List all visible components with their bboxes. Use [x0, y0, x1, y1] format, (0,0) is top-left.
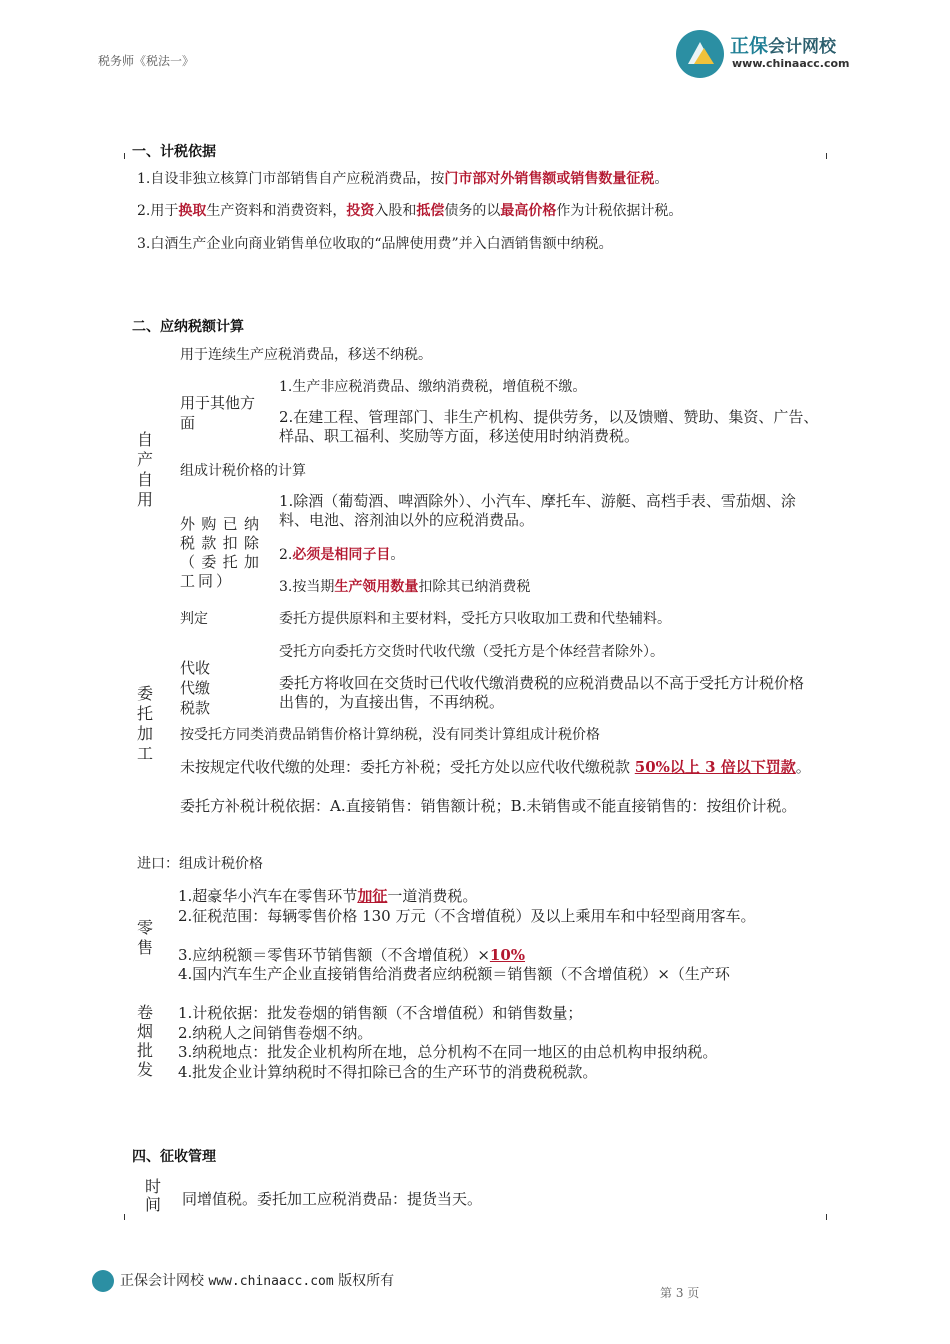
section-1-title: 一、计税依据	[132, 144, 216, 160]
self-use-continuous: 用于连续生产应税消费品，移送不纳税。	[180, 347, 432, 363]
retail-item-1: 1.超豪华小汽车在零售环节加征一道消费税。	[178, 887, 478, 905]
brand-name: 正保会计网校	[730, 35, 837, 57]
s1-line-1: 1.自设非独立核算门市部销售自产应税消费品，按门市部对外销售额或销售数量征税。	[137, 171, 669, 187]
footer-rights: 版权所有	[338, 1273, 395, 1289]
wholesale-item-1: 1.计税依据：批发卷烟的销售额（不含增值税）和销售数量；	[178, 1004, 583, 1022]
collect-label: 代收代缴税款	[180, 659, 211, 717]
commission-label: 委托加工	[136, 684, 153, 763]
footer-logo-icon	[92, 1270, 114, 1292]
header-left-text: 税务师《税法一》	[98, 54, 195, 68]
deduction-item-1: 1.除酒（葡萄酒、啤酒除外）、小汽车、摩托车、游艇、高档手表、雪茄烟、涂料、电池、溶剂油以外的应税消费品。	[279, 492, 796, 529]
corner-mark	[826, 1214, 827, 1220]
footer-brand: 正保会计网校	[120, 1273, 204, 1289]
deduction-item-2: 2.必须是相同子目。	[279, 547, 405, 563]
deduction-label: 外购已纳税款扣除（委托加工同）	[180, 515, 262, 590]
wholesale-item-4: 4.批发企业计算纳税时不得扣除已含的生产环节的消费税税款。	[178, 1063, 598, 1081]
judge-label: 判定	[180, 611, 208, 627]
footer-url: www.chinaacc.com	[208, 1274, 334, 1289]
other-use-item-1: 1.生产非应税消费品、缴纳消费税，增值税不缴。	[279, 379, 587, 395]
page-number: 第 3 页	[660, 1286, 700, 1300]
time-label: 时间	[144, 1177, 161, 1214]
brand-logo-icon	[676, 30, 724, 78]
retail-item-2: 2.征税范围：每辆零售价格 130 万元（不含增值税）及以上乘用车和中轻型商用客车。	[178, 907, 756, 925]
retail-item-3: 3.应纳税额＝零售环节销售额（不含增值税）×10%	[178, 946, 526, 964]
corner-mark	[124, 1214, 125, 1220]
import-line: 进口：组成计税价格	[137, 856, 263, 872]
section-2-title: 二、应纳税额计算	[132, 319, 244, 335]
other-use-label: 用于其他方面	[180, 394, 256, 432]
time-text: 同增值税。委托加工应税消费品：提货当天。	[182, 1190, 483, 1208]
self-use-label: 自产自用	[136, 430, 153, 509]
corner-mark	[124, 153, 125, 159]
brand-logo	[676, 28, 876, 78]
commission-penalty: 未按规定代收代缴的处理：委托方补税；受托方处以应代收代缴税款 50%以上 3 倍以下罚款。	[180, 758, 811, 776]
s1-line-3: 3.白酒生产企业向商业销售单位收取的“品牌使用费”并入白酒销售额中纳税。	[137, 236, 613, 252]
section-4-title: 四、征收管理	[132, 1149, 216, 1165]
deduction-item-3: 3.按当期生产领用数量扣除其已纳消费税	[279, 579, 531, 595]
wholesale-item-3: 3.纳税地点：批发企业机构所在地，总分机构不在同一地区的由总机构申报纳税。	[178, 1043, 718, 1061]
judge-item-2: 受托方向委托方交货时代收代缴（受托方是个体经营者除外）。	[279, 644, 664, 660]
composite-price-label: 组成计税价格的计算	[180, 463, 306, 479]
s1-line-2: 2.用于换取生产资料和消费资料，投资入股和抵偿债务的以最高价格作为计税依据计税。	[137, 203, 683, 219]
judge-item-1: 委托方提供原料和主要材料，受托方只收取加工费和代垫辅料。	[279, 611, 671, 627]
other-use-item-2: 2.在建工程、管理部门、非生产机构、提供劳务，以及馈赠、赞助、集资、广告、样品、职工福利、奖励等方面，移送使用时纳消费税。	[279, 408, 819, 445]
footer	[92, 1270, 394, 1292]
collect-text: 委托方将收回在交货时已代收代缴消费税的应税消费品以不高于受托方计税价格出售的，为直接出售，不再纳税。	[279, 674, 805, 711]
wholesale-label: 卷烟批发	[136, 1003, 153, 1079]
corner-mark	[826, 153, 827, 159]
retail-label: 零售	[136, 918, 153, 957]
brand-url: www.chinaacc.com	[732, 57, 850, 70]
commission-makeup: 委托方补税计税依据：A.直接销售：销售额计税；B.未销售或不能直接销售的：按组价计税。	[180, 797, 797, 815]
wholesale-item-2: 2.纳税人之间销售卷烟不纳。	[178, 1024, 373, 1042]
retail-item-4: 4.国内汽车生产企业直接销售给消费者应纳税额＝销售额（不含增值税）×（生产环	[178, 965, 730, 983]
commission-price-line: 按受托方同类消费品销售价格计算纳税，没有同类计算组成计税价格	[180, 727, 600, 743]
